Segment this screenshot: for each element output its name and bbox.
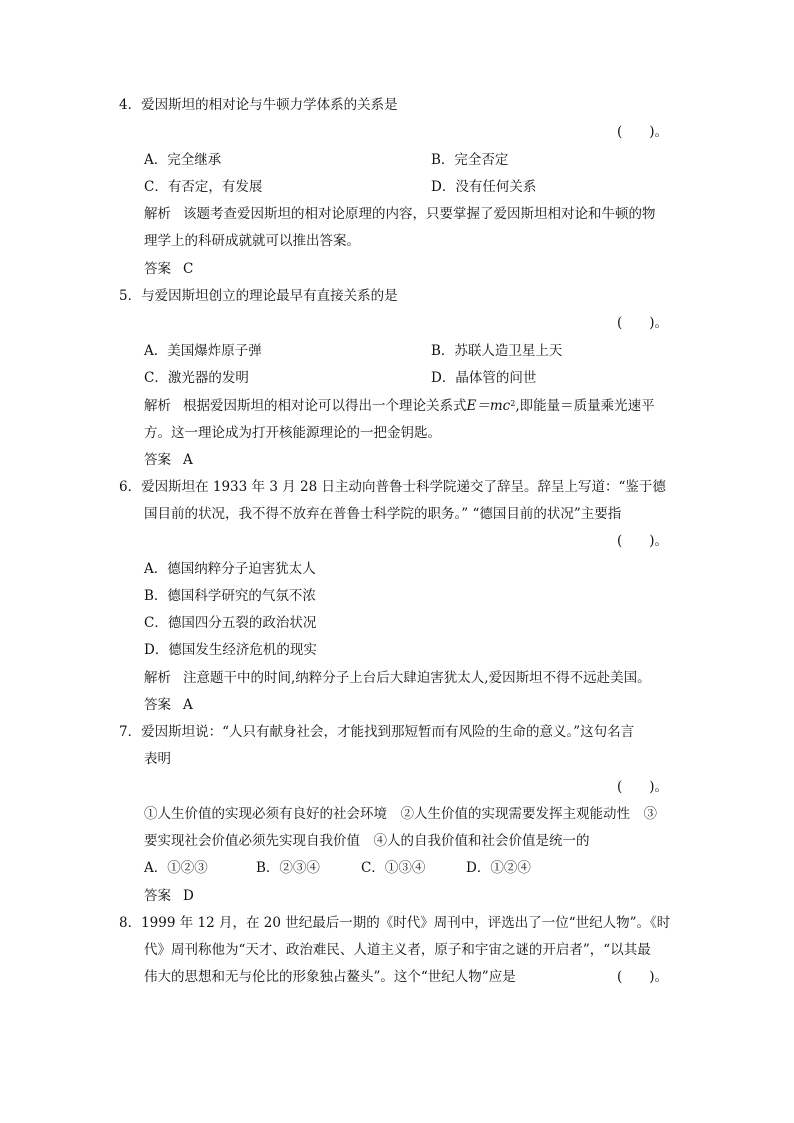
q5-stem: 5．与爱因斯坦创立的理论最早有直接关系的是 <box>119 288 398 304</box>
q5-answer <box>144 451 193 469</box>
q6-analysis <box>144 669 651 687</box>
q6-analysis-text: 注意题干中的时间,纳粹分子上台后大肆迫害犹太人,爱因斯坦不得不远赴美国。 <box>183 670 651 686</box>
q6-stem-line2: 国目前的状况，我不得不放弃在普鲁士科学院的职务。” “德国目前的状况”主要指 <box>144 506 622 522</box>
q7-blank: ( )。 <box>616 779 668 795</box>
q7-stem-line1: 7．爱因斯坦说：“人只有献身社会，才能找到那短暂而有风险的生命的意义。”这句名言 <box>119 724 635 740</box>
q5-analysis-label: 解析 <box>144 398 171 414</box>
q4-option-c: C．有否定，有发展 <box>144 179 263 195</box>
q8-blank: ( )。 <box>616 969 668 985</box>
q4-answer <box>144 260 193 278</box>
q4-analysis-line2: 理学上的科研成就就可以推出答案。 <box>144 233 360 249</box>
q4-analysis-text: 该题考查爱因斯坦的相对论原理的内容，只要掌握了爱因斯坦相对论和牛顿的物 <box>183 206 656 222</box>
q7-statements-line2: 要实现社会价值必须先实现自我价值 ④人的自我价值和社会价值是统一的 <box>144 833 590 849</box>
q6-option-d: D．德国发生经济危机的现实 <box>144 642 317 658</box>
q6-analysis-label: 解析 <box>144 670 171 686</box>
q6-stem-line1: 6．爱因斯坦在 1933 年 3 月 28 日主动向普鲁士科学院递交了辞呈。辞呈上写道：“鉴于德 <box>119 479 666 495</box>
q6-blank: ( )。 <box>616 533 668 549</box>
q6-answer <box>144 696 193 714</box>
q7-stem-line2: 表明 <box>144 751 171 767</box>
q4-option-d: D．没有任何关系 <box>431 179 537 195</box>
q5-analysis-pre: 根据爱因斯坦的相对论可以得出一个理论关系式 <box>183 398 467 414</box>
q5-option-a: A．美国爆炸原子弹 <box>144 343 262 359</box>
q5-option-d: D．晶体管的问世 <box>431 370 537 386</box>
q6-option-c: C．德国四分五裂的政治状况 <box>144 615 317 631</box>
q4-answer-label: 答案 <box>144 261 171 277</box>
q4-option-a: A．完全继承 <box>144 152 222 168</box>
q5-formula: E＝mc <box>466 398 511 414</box>
q6-answer-value: A <box>183 697 193 713</box>
q7-option-c: C．①③④ <box>361 860 426 876</box>
q4-blank: ( )。 <box>616 124 668 140</box>
q7-answer <box>144 887 194 905</box>
q5-analysis-post: ,即能量＝质量乘光速平 <box>515 398 655 414</box>
q6-answer-label: 答案 <box>144 697 171 713</box>
q5-option-b: B．苏联人造卫星上天 <box>431 343 563 359</box>
q8-stem-line1: 8．1999 年 12 月，在 20 世纪最后一期的《时代》周刊中，评选出了一位“世纪人物”。《时 <box>119 915 671 931</box>
q7-answer-label: 答案 <box>144 888 171 904</box>
q5-answer-label: 答案 <box>144 452 171 468</box>
q7-option-d: D．①②④ <box>466 860 531 876</box>
q6-option-a: A．德国纳粹分子迫害犹太人 <box>144 561 316 577</box>
q7-option-b: B．②③④ <box>256 860 320 876</box>
q8-stem-line2: 代》周刊称他为“天才、政治难民、人道主义者，原子和宇宙之谜的开启者”，“以其最 <box>144 942 651 958</box>
q4-analysis <box>144 205 656 223</box>
q6-option-b: B．德国科学研究的气氛不浓 <box>144 588 316 604</box>
q5-analysis <box>144 397 655 415</box>
q5-answer-value: A <box>183 452 193 468</box>
q4-analysis-label: 解析 <box>144 206 171 222</box>
q5-analysis-line2: 方。这一理论成为打开核能源理论的一把金钥匙。 <box>144 425 441 441</box>
q4-stem: 4．爱因斯坦的相对论与牛顿力学体系的关系是 <box>119 97 398 113</box>
q4-answer-value: C <box>183 261 194 277</box>
q7-statements-line1: ①人生价值的实现必须有良好的社会环境 ②人生价值的实现需要发挥主观能动性 ③ <box>144 806 657 822</box>
q4-option-b: B．完全否定 <box>431 152 509 168</box>
q7-answer-value: D <box>183 888 194 904</box>
q7-option-a: A．①②③ <box>144 860 208 876</box>
q5-formula-exponent: 2 <box>510 399 516 408</box>
q5-blank: ( )。 <box>616 315 668 331</box>
q8-stem-line3: 伟大的思想和无与伦比的形象独占鳌头”。这个“世纪人物”应是 <box>144 969 516 985</box>
q5-option-c: C．激光器的发明 <box>144 370 249 386</box>
